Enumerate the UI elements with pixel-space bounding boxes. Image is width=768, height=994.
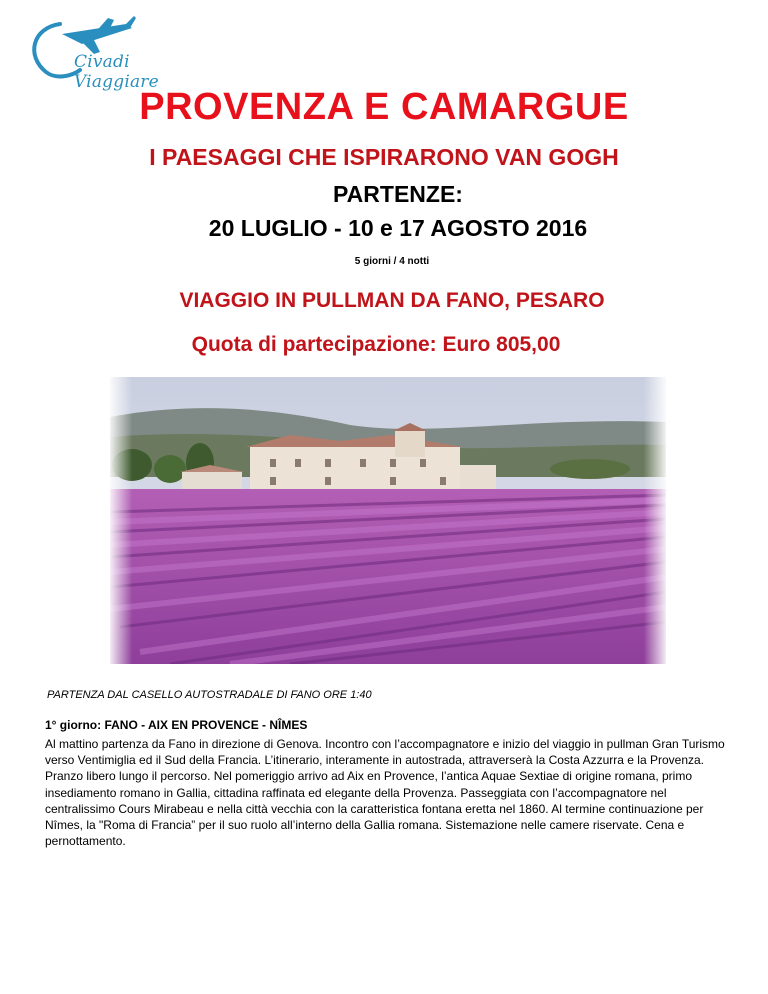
price-info: Quota di partecipazione: Euro 805,00 <box>191 333 561 356</box>
lavender-field-photo <box>110 377 666 664</box>
departures-label: PARTENZE: <box>333 181 463 207</box>
logo-text: Civadi Viaggiare <box>74 52 159 92</box>
trip-duration: 5 giorni / 4 notti <box>354 256 430 267</box>
day-1-description: Al mattino partenza da Fano in direzione di Genova. Incontro con l’accompagnatore e inizio del viaggio in pullman Gran Turismo verso Ventimiglia ed il Sud della Francia. L’itinerario, interamente in autostrada, attraverserà la Costa Azzurra e la Provenza. Pranzo libero lungo il percorso. Nel pomeriggio arrivo ad Aix en Provence, l’antica Aquae Sextiae di origine romana, primo insediamento romano in Gallia, cittadina raffinata ed elegante della Provenza. Passeggiata con l’accompagnatore nel centralissimo Cours Mirabeau e nella città vecchia con la caratteristica fontana eretta nel 1860. Al termine continuazione per Nîmes, la "Roma di Francia” per il suo ruolo all’interno della Gallia romana. Sistemazione nelle camere riservate. Cena e pernottamento. <box>45 737 725 849</box>
departure-note: PARTENZA DAL CASELLO AUTOSTRADALE DI FANO ORE 1:40 <box>47 689 372 701</box>
transport-info: VIAGGIO IN PULLMAN DA FANO, PESARO <box>179 289 605 312</box>
day-1-heading: 1° giorno: FANO - AIX EN PROVENCE - NÎMES <box>45 718 308 732</box>
page-subtitle: I PAESAGGI CHE ISPIRARONO VAN GOGH <box>149 144 619 170</box>
page-title: PROVENZA E CAMARGUE <box>139 86 629 128</box>
departure-dates: 20 LUGLIO - 10 e 17 AGOSTO 2016 <box>208 215 588 241</box>
logo <box>22 14 212 92</box>
